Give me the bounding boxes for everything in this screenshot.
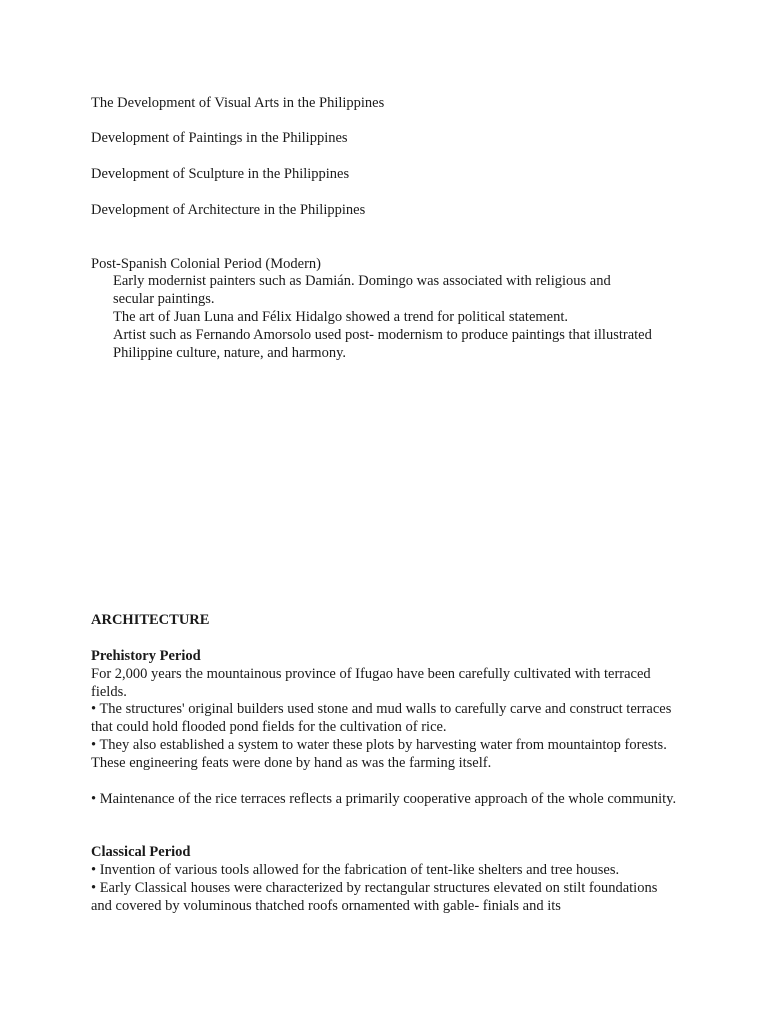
post-spanish-line-1a: Early modernist painters such as Damián. Domingo was associated with religious and xyxy=(113,273,611,289)
post-spanish-heading: Post-Spanish Colonial Period (Modern) xyxy=(91,256,321,272)
toc-item-architecture: Development of Architecture in the Philippines xyxy=(91,202,366,218)
post-spanish-line-3b: Philippine culture, nature, and harmony. xyxy=(113,345,347,361)
toc-item-visual-arts: The Development of Visual Arts in the Philippines xyxy=(91,95,385,111)
prehistory-paragraph-4: • Maintenance of the rice terraces reflects a primarily cooperative approach of the whole community. xyxy=(91,791,677,807)
architecture-heading: ARCHITECTURE xyxy=(91,612,210,628)
classical-paragraph-1: • Invention of various tools allowed for the fabrication of tent-like shelters and tree houses. xyxy=(91,862,620,878)
prehistory-paragraph-2: • The structures' original builders used stone and mud walls to carefully carve and construct terraces that could hold flooded pond fields for the cultivation of rice. xyxy=(91,701,672,735)
prehistory-heading: Prehistory Period xyxy=(91,648,201,664)
classical-heading: Classical Period xyxy=(91,844,191,860)
post-spanish-line-1b: secular paintings. xyxy=(113,291,215,307)
prehistory-paragraph-1: For 2,000 years the mountainous province of Ifugao have been carefully cultivated with terraced fields. xyxy=(91,666,651,700)
post-spanish-line-3a: Artist such as Fernando Amorsolo used post- modernism to produce paintings that illustrated xyxy=(113,327,652,343)
prehistory-paragraph-3: • They also established a system to water these plots by harvesting water from mountaintop forests. These engineering feats were done by hand as was the farming itself. xyxy=(91,737,667,771)
post-spanish-line-2: The art of Juan Luna and Félix Hidalgo showed a trend for political statement. xyxy=(113,309,569,325)
toc-item-paintings: Development of Paintings in the Philippines xyxy=(91,130,348,146)
toc-item-sculpture: Development of Sculpture in the Philippines xyxy=(91,166,350,182)
classical-paragraph-2: • Early Classical houses were characterized by rectangular structures elevated on stilt foundations and covered by voluminous thatched roofs ornamented with gable- finials and its xyxy=(91,880,658,914)
